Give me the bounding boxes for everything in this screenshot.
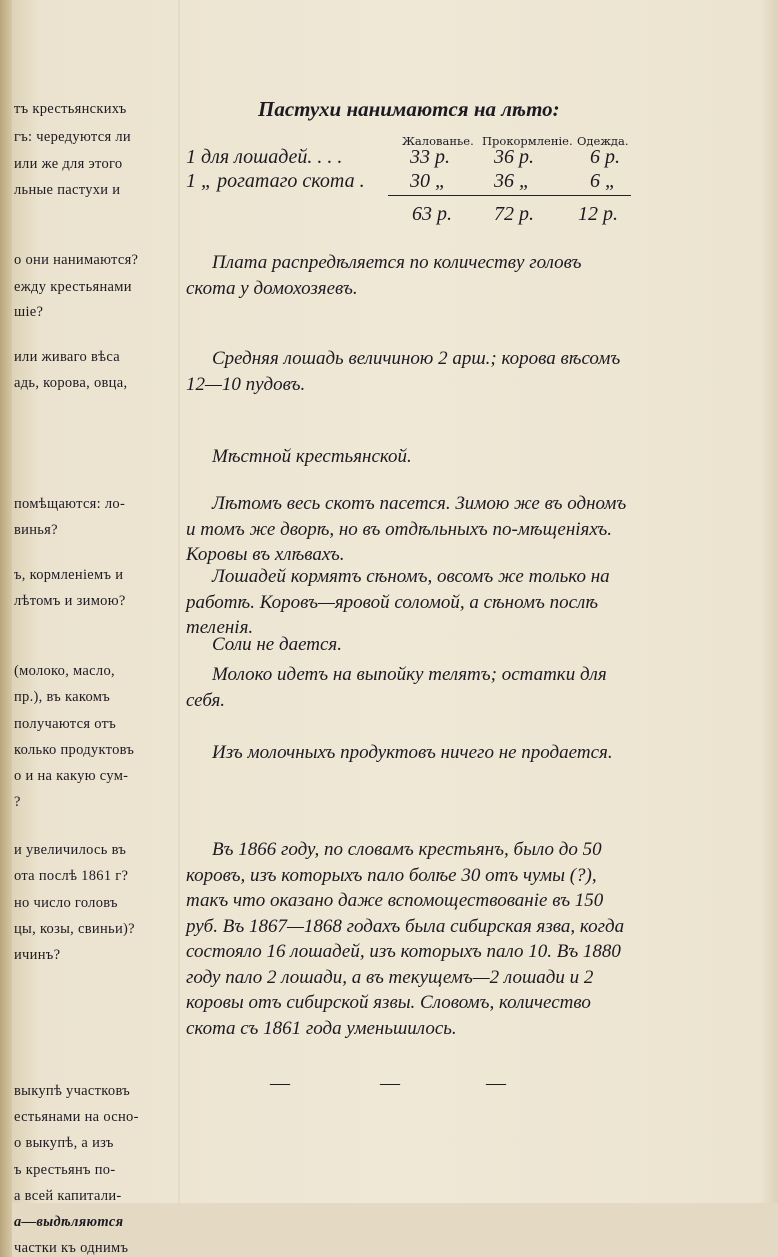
- left-line: гъ: чередуются ли: [14, 129, 131, 145]
- paragraph-text: Въ 1866 году, по словамъ крестьянъ, было до 50 коровъ, изъ которыхъ пало болѣе 30 отъ чумы (?), такъ что оказано даже вспомоществованіе въ 150 руб. Въ 1867—1868 годахъ была сибирская язва, когда состояло 16 лошадей, изъ которыхъ пало 10. Въ 1880 году пало 2 лошади, а въ текущемъ—2 лошади и 2 коровы отъ сибирской язвы. Словомъ, количество скота съ 1861 года уменьшилось.: [186, 839, 625, 1039]
- answer-paragraph: [186, 491, 628, 568]
- left-line: о выкупѣ, а изъ: [14, 1135, 114, 1151]
- left-line: ъ крестьянъ по-: [14, 1162, 116, 1178]
- cell-value: 36 р.: [494, 146, 534, 168]
- left-line: выкупѣ участковъ: [14, 1083, 131, 1099]
- left-line: но число головъ: [14, 895, 118, 911]
- row-label: 1 для лошадей. . . .: [186, 146, 343, 168]
- left-line: адь, корова, овца,: [14, 375, 128, 391]
- paragraph-text: Молоко идетъ на выпойку телятъ; остатки для себя.: [186, 664, 607, 711]
- paragraph-text: Мѣстной крестьянской.: [212, 446, 412, 467]
- book-spine: [0, 0, 12, 1257]
- answer-paragraph: [186, 444, 628, 470]
- answer-paragraph: [186, 632, 628, 658]
- separator-dash: —: [486, 1072, 506, 1094]
- answer-paragraph: [186, 346, 628, 397]
- header-wage: Жалованье.: [402, 134, 474, 148]
- paragraph-text: Лошадей кормятъ сѣномъ, овсомъ же только на работѣ. Коровъ—яровой соломой, а сѣномъ послѣ теленія.: [186, 566, 610, 638]
- answer-paragraph: [186, 837, 628, 1041]
- header-clothing: Одежда.: [577, 134, 629, 148]
- left-line: и увеличилось въ: [14, 842, 127, 858]
- total-value: 72 р.: [494, 203, 534, 225]
- separator-dash: —: [380, 1072, 400, 1094]
- left-line: льные пастухи и: [14, 182, 121, 198]
- table-title: Пастухи нанимаются на лѣто:: [258, 97, 560, 121]
- left-line: цы, козы, свиньи)?: [14, 921, 135, 937]
- cell-value: 36 „: [494, 170, 531, 192]
- left-line: лѣтомъ и зимою?: [14, 593, 126, 609]
- left-line: помѣщаются: ло-: [14, 496, 126, 512]
- left-line: получаются отъ: [14, 716, 117, 732]
- answer-paragraph: [186, 662, 628, 713]
- total-value: 63 р.: [412, 203, 452, 225]
- answer-paragraph: [186, 564, 628, 641]
- left-line: или же для этого: [14, 156, 123, 172]
- total-value: 12 р.: [578, 203, 618, 225]
- left-line: пр.), въ какомъ: [14, 689, 111, 705]
- left-line: колько продуктовъ: [14, 742, 135, 758]
- left-line: а всей капитали-: [14, 1188, 122, 1204]
- row-label: 1 „ рогатаго скота .: [186, 170, 365, 192]
- cell-value: 30 „: [410, 170, 447, 192]
- left-line: ?: [14, 794, 21, 810]
- sum-rule: [388, 195, 631, 196]
- paragraph-text: Соли не дается.: [212, 634, 343, 655]
- paragraph-text: Плата распредѣляется по количеству головъ скота у домохозяевъ.: [186, 252, 582, 299]
- answer-paragraph: [186, 250, 628, 301]
- left-line: о и на какую сум-: [14, 768, 129, 784]
- paragraph-text: Изъ молочныхъ продуктовъ ничего не продается.: [212, 742, 613, 763]
- left-line: ичинъ?: [14, 947, 61, 963]
- left-line: о они нанимаются?: [14, 252, 139, 268]
- left-line: тъ крестьянскихъ: [14, 101, 127, 117]
- left-line: ота послѣ 1861 г?: [14, 868, 129, 884]
- left-line: или живаго вѣса: [14, 349, 120, 365]
- answer-paragraph: [186, 740, 628, 766]
- left-line: ъ, кормленіемъ и: [14, 567, 124, 583]
- cell-value: 6 „: [590, 170, 617, 192]
- left-line: винья?: [14, 522, 58, 538]
- left-line: ежду крестьянами: [14, 279, 132, 295]
- left-line: (молоко, масло,: [14, 663, 115, 679]
- separator-dash: —: [270, 1072, 290, 1094]
- paragraph-text: Лѣтомъ весь скотъ пасется. Зимою же въ одномъ и томъ же дворѣ, но въ отдѣльныхъ по-мѣщеніяхъ. Коровы въ хлѣвахъ.: [186, 493, 627, 565]
- cell-value: 6 р.: [590, 146, 620, 168]
- column-fold: [178, 0, 180, 1257]
- left-line: шіе?: [14, 304, 44, 320]
- left-line: частки къ однимъ: [14, 1240, 129, 1256]
- header-board: Прокормленіе.: [482, 134, 573, 148]
- left-line: естьянами на осно-: [14, 1109, 139, 1125]
- left-line: а—выдѣляются: [14, 1214, 124, 1230]
- paragraph-text: Средняя лошадь величиною 2 арш.; корова вѣсомъ 12—10 пудовъ.: [186, 348, 621, 395]
- cell-value: 33 р.: [410, 146, 450, 168]
